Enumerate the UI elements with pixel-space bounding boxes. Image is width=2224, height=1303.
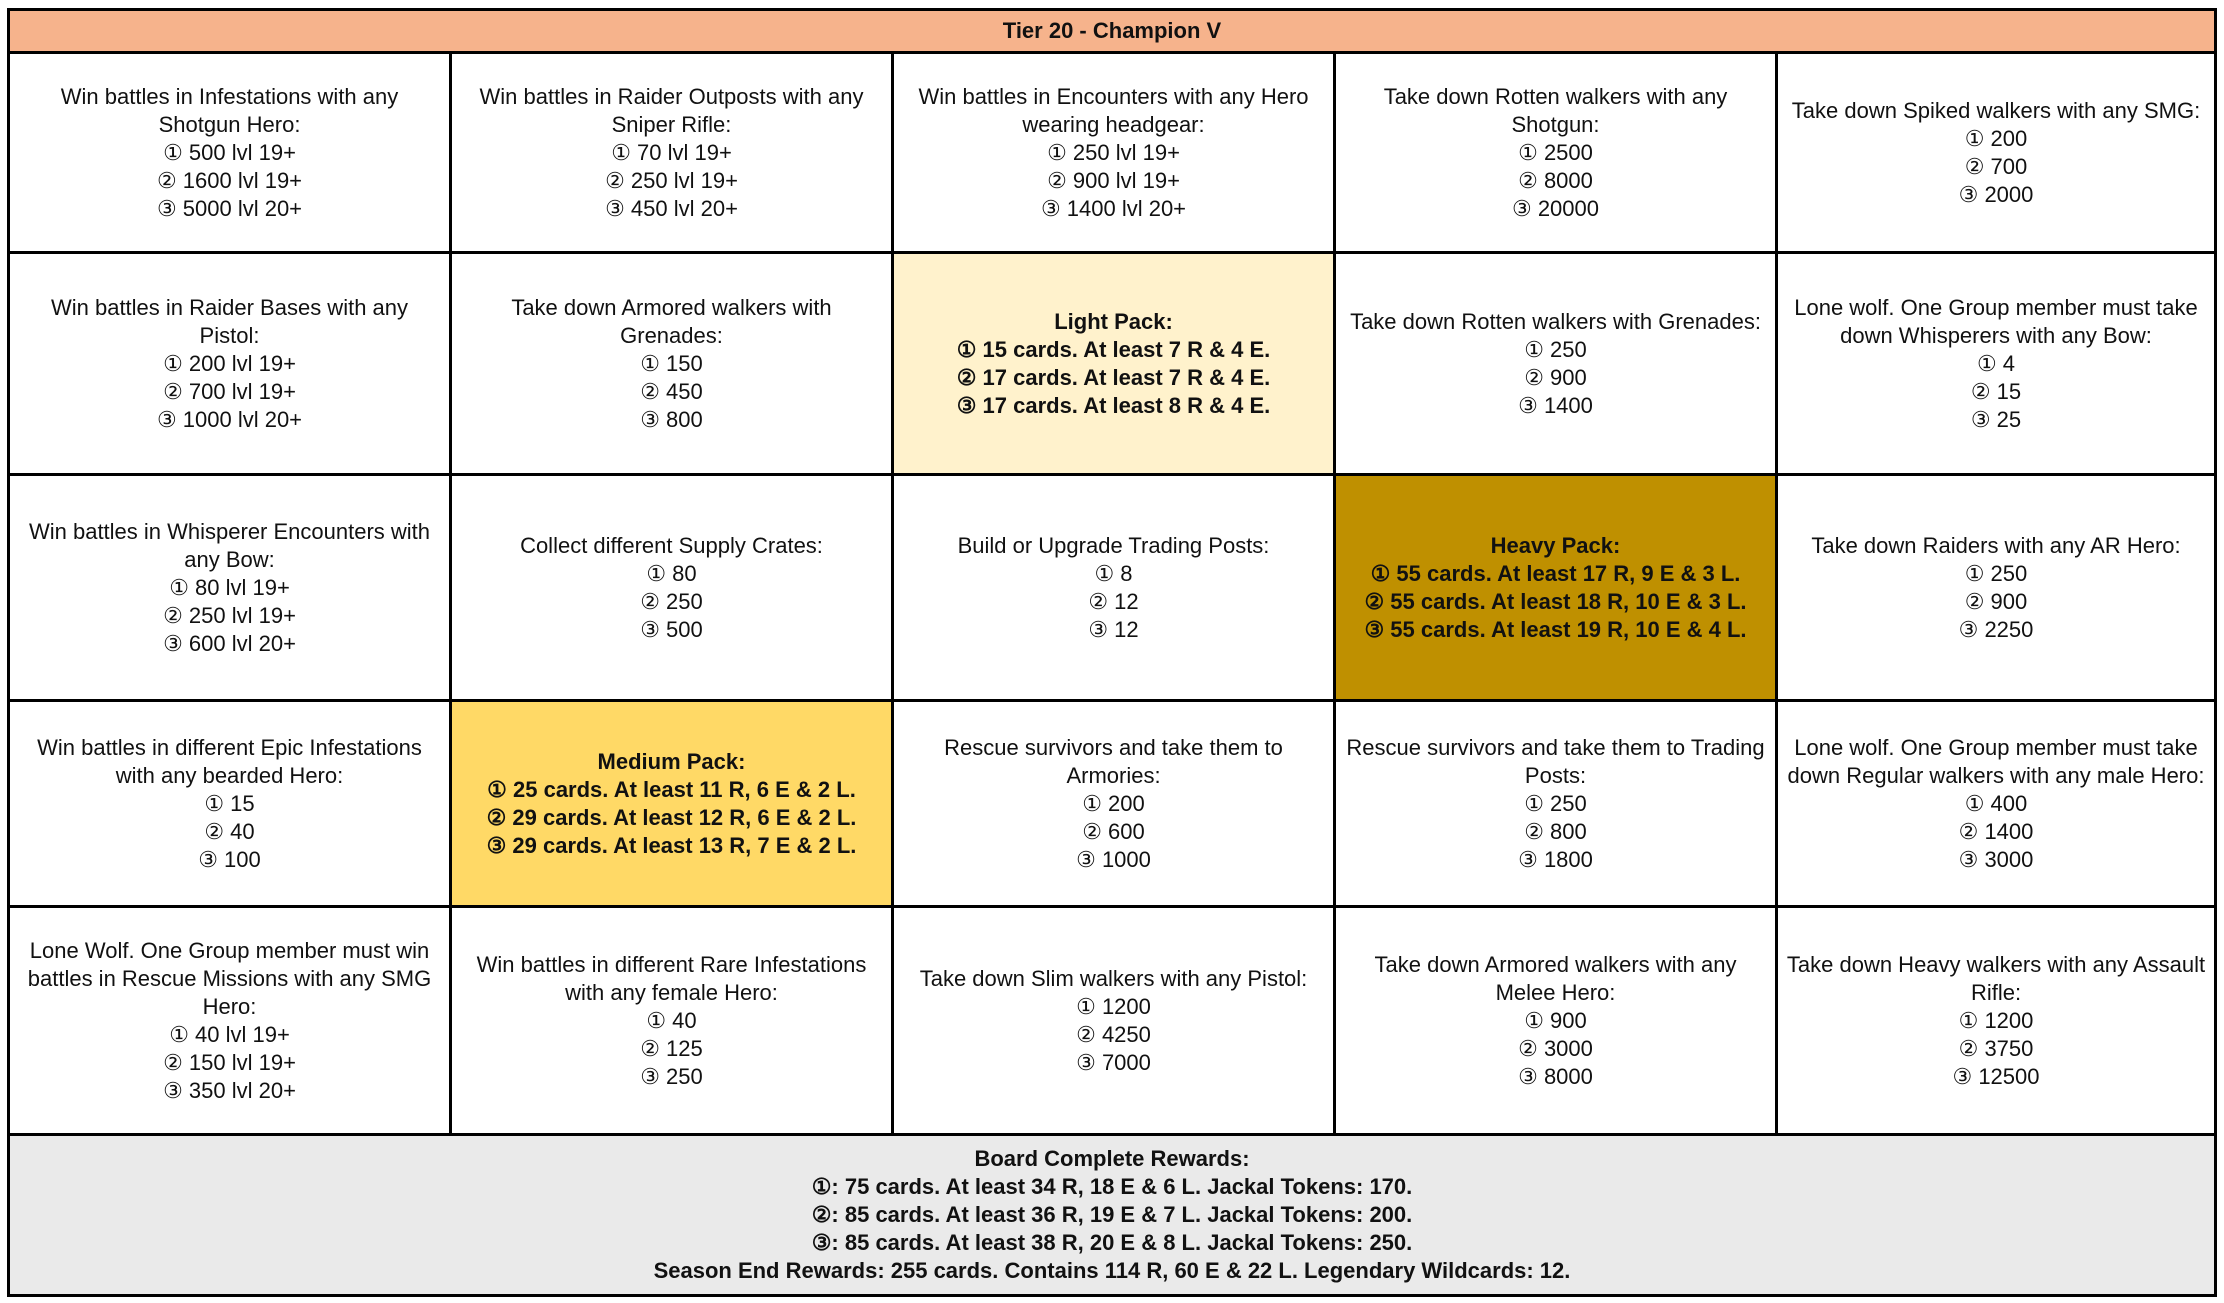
challenge-board	[7, 8, 2217, 1297]
challenge-tier-line: ③ 250	[640, 1063, 703, 1089]
challenge-tier-line: ① 40	[646, 1007, 697, 1033]
challenge-tier-line: ③ 7000	[1076, 1049, 1151, 1075]
challenge-tier-line: ② 900	[1964, 588, 2028, 614]
reward-line: ①: 75 cards. At least 34 R, 18 E & 6 L. Jackal Tokens: 170.	[811, 1174, 1413, 1199]
challenge-tier-line: ③ 8000	[1518, 1063, 1593, 1089]
challenge-cell	[452, 254, 894, 476]
challenge-cell	[1336, 254, 1778, 476]
challenge-tier-line: ① 80	[646, 560, 697, 586]
challenge-tier-line: ① 900	[1524, 1007, 1587, 1033]
challenge-title: Win battles in Raider Bases with any Pistol:	[50, 294, 409, 348]
reward-line: Season End Rewards: 255 cards. Contains 114 R, 60 E & 22 L. Legendary Wildcards: 12.	[653, 1258, 1571, 1283]
challenge-title: Win battles in Raider Outposts with any Sniper Rifle:	[479, 83, 864, 137]
challenge-tier-line: ② 150 lvl 19+	[163, 1049, 296, 1075]
pack-title: Heavy Pack:	[1490, 532, 1621, 558]
challenge-tier-line: ① 80 lvl 19+	[169, 574, 290, 600]
challenge-tier-line: ① 200 lvl 19+	[163, 350, 296, 376]
challenge-tier-line: ① 40 lvl 19+	[169, 1021, 290, 1047]
challenge-tier-line: ③ 1400 lvl 20+	[1040, 195, 1187, 221]
challenge-title: Take down Raiders with any AR Hero:	[1811, 532, 2181, 558]
challenge-tier-line: ② 700 lvl 19+	[163, 378, 296, 404]
challenge-tier-line: ② 3750	[1958, 1035, 2034, 1061]
reward-pack-cell	[1336, 476, 1778, 702]
challenge-title: Take down Armored walkers with any Melee Hero:	[1374, 951, 1737, 1005]
challenge-tier-line: ① 250	[1524, 790, 1587, 816]
challenge-tier-line: ① 250	[1524, 336, 1587, 362]
challenge-tier-line: ③ 1800	[1518, 846, 1593, 872]
challenge-cell	[10, 908, 452, 1136]
reward-pack-cell	[452, 702, 894, 908]
pack-title: Light Pack:	[1054, 308, 1173, 334]
challenge-tier-line: ② 40	[204, 818, 255, 844]
challenge-tier-line: ③ 600 lvl 20+	[163, 630, 296, 656]
challenge-tier-line: ② 3000	[1518, 1035, 1593, 1061]
board-title: Tier 20 - Champion V	[10, 11, 2214, 54]
reward-line: ②: 85 cards. At least 36 R, 19 E & 7 L. Jackal Tokens: 200.	[811, 1202, 1413, 1227]
challenge-tier-line: ② 8000	[1518, 167, 1593, 193]
challenge-tier-line: ② 4250	[1076, 1021, 1151, 1047]
challenge-title: Take down Spiked walkers with any SMG:	[1791, 97, 2201, 123]
challenge-title: Win battles in different Epic Infestations with any bearded Hero:	[37, 734, 422, 788]
challenge-tier-line: ③ 20000	[1511, 195, 1599, 221]
challenge-title: Rescue survivors and take them to Trading Posts:	[1346, 734, 1765, 788]
reward-pack-cell	[894, 254, 1336, 476]
challenge-tier-line: ② 600	[1082, 818, 1145, 844]
challenge-cell	[894, 476, 1336, 702]
pack-tier-line: ① 55 cards. At least 17 R, 9 E & 3 L.	[1370, 560, 1741, 586]
challenge-tier-line: ① 8	[1094, 560, 1133, 586]
challenge-tier-line: ② 450	[640, 378, 703, 404]
challenge-cell	[894, 908, 1336, 1136]
challenge-grid	[10, 54, 2214, 1136]
challenge-title: Build or Upgrade Trading Posts:	[957, 532, 1270, 558]
pack-tier-line: ② 55 cards. At least 18 R, 10 E & 3 L.	[1364, 588, 1747, 614]
challenge-tier-line: ③ 500	[640, 616, 703, 642]
challenge-tier-line: ① 250	[1964, 560, 2028, 586]
challenge-tier-line: ③ 350 lvl 20+	[163, 1077, 296, 1103]
pack-tier-line: ③ 55 cards. At least 19 R, 10 E & 4 L.	[1364, 616, 1747, 642]
challenge-tier-line: ① 1200	[1076, 993, 1151, 1019]
challenge-tier-line: ② 800	[1524, 818, 1587, 844]
challenge-tier-line: ③ 800	[640, 406, 703, 432]
pack-tier-line: ③ 29 cards. At least 13 R, 7 E & 2 L.	[486, 832, 857, 858]
challenge-cell	[10, 702, 452, 908]
challenge-cell	[1336, 54, 1778, 254]
challenge-tier-line: ① 200	[1964, 125, 2028, 151]
challenge-title: Win battles in Encounters with any Hero wearing headgear:	[918, 83, 1309, 137]
challenge-tier-line: ② 125	[640, 1035, 703, 1061]
pack-tier-line: ② 29 cards. At least 12 R, 6 E & 2 L.	[486, 804, 857, 830]
challenge-tier-line: ③ 1000 lvl 20+	[156, 406, 303, 432]
challenge-cell	[1778, 476, 2214, 702]
challenge-tier-line: ② 900 lvl 19+	[1047, 167, 1180, 193]
challenge-tier-line: ① 400	[1964, 790, 2028, 816]
challenge-tier-line: ③ 1000	[1076, 846, 1151, 872]
challenge-cell	[10, 254, 452, 476]
pack-tier-line: ① 25 cards. At least 11 R, 6 E & 2 L.	[487, 776, 856, 802]
challenge-cell	[1778, 254, 2214, 476]
challenge-tier-line: ③ 5000 lvl 20+	[156, 195, 303, 221]
challenge-cell	[1336, 908, 1778, 1136]
rewards-heading: Board Complete Rewards:	[974, 1146, 1250, 1171]
challenge-title: Take down Rotten walkers with any Shotgun:	[1383, 83, 1728, 137]
pack-tier-line: ① 15 cards. At least 7 R & 4 E.	[956, 336, 1271, 362]
challenge-tier-line: ③ 25	[1970, 406, 2022, 432]
challenge-tier-line: ① 2500	[1518, 139, 1593, 165]
challenge-tier-line: ① 500 lvl 19+	[163, 139, 296, 165]
pack-title: Medium Pack:	[597, 748, 746, 774]
challenge-tier-line: ③ 100	[198, 846, 261, 872]
challenge-tier-line: ② 250	[640, 588, 703, 614]
pack-tier-line: ② 17 cards. At least 7 R & 4 E.	[956, 364, 1271, 390]
challenge-title: Take down Rotten walkers with Grenades:	[1350, 308, 1761, 334]
board-rewards	[10, 1136, 2214, 1294]
challenge-cell	[10, 476, 452, 702]
challenge-tier-line: ① 70 lvl 19+	[611, 139, 732, 165]
challenge-title: Win battles in Infestations with any Shotgun Hero:	[60, 83, 399, 137]
pack-tier-line: ③ 17 cards. At least 8 R & 4 E.	[956, 392, 1271, 418]
challenge-tier-line: ② 250 lvl 19+	[605, 167, 738, 193]
challenge-tier-line: ② 900	[1524, 364, 1587, 390]
challenge-title: Win battles in Whisperer Encounters with any Bow:	[28, 518, 431, 572]
challenge-cell	[1778, 54, 2214, 254]
challenge-tier-line: ② 12	[1088, 588, 1139, 614]
challenge-cell	[1778, 702, 2214, 908]
challenge-tier-line: ① 4	[1976, 350, 2016, 376]
challenge-cell	[894, 54, 1336, 254]
challenge-tier-line: ③ 2000	[1958, 181, 2034, 207]
challenge-cell	[1778, 908, 2214, 1136]
challenge-tier-line: ② 15	[1970, 378, 2022, 404]
challenge-cell	[452, 54, 894, 254]
challenge-cell	[894, 702, 1336, 908]
challenge-title: Win battles in different Rare Infestations with any female Hero:	[476, 951, 867, 1005]
challenge-tier-line: ③ 12	[1088, 616, 1139, 642]
challenge-tier-line: ① 15	[204, 790, 255, 816]
challenge-tier-line: ③ 450 lvl 20+	[605, 195, 738, 221]
challenge-tier-line: ② 250 lvl 19+	[163, 602, 296, 628]
challenge-tier-line: ① 1200	[1958, 1007, 2034, 1033]
challenge-cell	[452, 908, 894, 1136]
challenge-title: Lone wolf. One Group member must take down Whisperers with any Bow:	[1794, 294, 2198, 348]
challenge-title: Take down Armored walkers with Grenades:	[511, 294, 832, 348]
challenge-cell	[1336, 702, 1778, 908]
challenge-title: Lone wolf. One Group member must take down Regular walkers with any male Hero:	[1787, 734, 2205, 788]
challenge-title: Take down Heavy walkers with any Assault Rifle:	[1786, 951, 2206, 1005]
challenge-cell	[452, 476, 894, 702]
challenge-tier-line: ③ 2250	[1958, 616, 2034, 642]
challenge-title: Take down Slim walkers with any Pistol:	[919, 965, 1308, 991]
challenge-tier-line: ① 150	[640, 350, 703, 376]
challenge-tier-line: ② 1400	[1958, 818, 2034, 844]
reward-line: ③: 85 cards. At least 38 R, 20 E & 8 L. Jackal Tokens: 250.	[811, 1230, 1413, 1255]
challenge-cell	[10, 54, 452, 254]
challenge-tier-line: ② 1600 lvl 19+	[156, 167, 303, 193]
challenge-title: Rescue survivors and take them to Armories:	[944, 734, 1283, 788]
challenge-tier-line: ③ 3000	[1958, 846, 2034, 872]
challenge-tier-line: ① 250 lvl 19+	[1047, 139, 1180, 165]
challenge-title: Collect different Supply Crates:	[520, 532, 823, 558]
challenge-tier-line: ③ 12500	[1952, 1063, 2040, 1089]
challenge-tier-line: ② 700	[1964, 153, 2028, 179]
challenge-title: Lone Wolf. One Group member must win battles in Rescue Missions with any SMG Hero:	[27, 937, 432, 1019]
challenge-tier-line: ① 200	[1082, 790, 1145, 816]
challenge-tier-line: ③ 1400	[1518, 392, 1593, 418]
